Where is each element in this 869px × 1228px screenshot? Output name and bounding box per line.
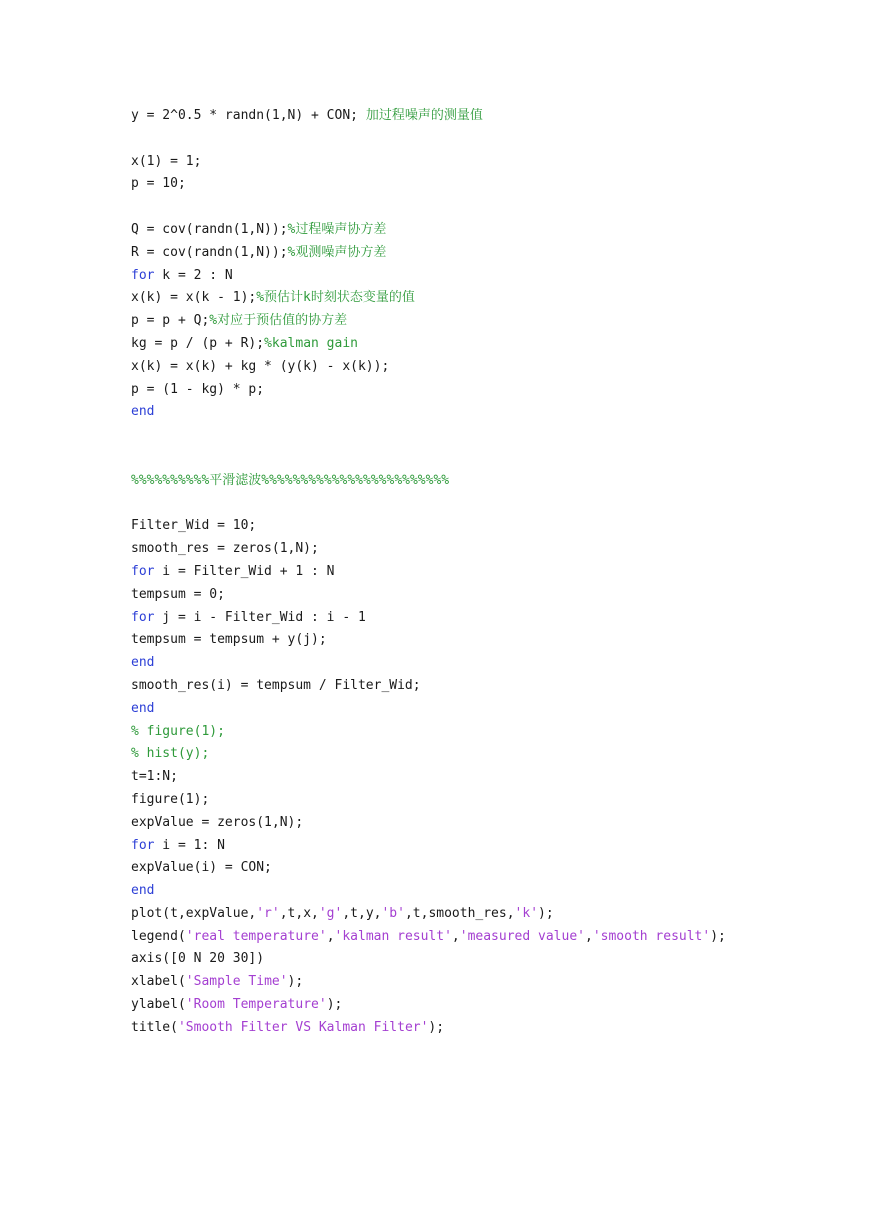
code-token: ); xyxy=(428,1019,445,1035)
code-line xyxy=(131,629,831,652)
code-token: ); xyxy=(326,997,343,1013)
code-token: expValue(i) = CON; xyxy=(131,860,272,876)
string-token: 'k' xyxy=(514,905,539,921)
code-token: kg = p / (p + R); xyxy=(131,335,265,351)
code-token: , xyxy=(326,928,335,944)
code-line xyxy=(131,538,831,561)
code-line xyxy=(131,379,831,402)
code-token: i = Filter_Wid + 1 : N xyxy=(154,563,335,579)
code-token: xlabel( xyxy=(131,974,186,990)
string-token: 'smooth result' xyxy=(592,928,711,944)
code-token: ); xyxy=(538,905,554,921)
code-token: j = i - Filter_Wid : i - 1 xyxy=(154,609,366,625)
code-token: tempsum = tempsum + y(j); xyxy=(131,632,327,648)
code-line xyxy=(131,857,831,880)
code-line xyxy=(131,721,831,744)
code-token: y = 2^0.5 * randn(1,N) + CON; xyxy=(131,108,366,123)
keyword-token: for xyxy=(131,267,155,283)
string-token: 'b' xyxy=(381,905,405,921)
code-line xyxy=(131,310,831,333)
code-line xyxy=(131,151,831,174)
code-token: p = 10; xyxy=(131,176,186,192)
code-line xyxy=(131,265,831,288)
code-token: plot(t,expValue, xyxy=(131,905,257,921)
string-token: 'g' xyxy=(318,905,343,921)
code-token: figure(1); xyxy=(131,791,210,807)
code-token: legend( xyxy=(131,928,186,944)
code-token: ylabel( xyxy=(131,997,186,1013)
code-line xyxy=(131,948,831,971)
code-token: p = (1 - kg) * p; xyxy=(131,381,265,397)
code-token: x(1) = 1; xyxy=(131,153,202,169)
code-listing xyxy=(131,105,831,1040)
code-token: smooth_res(i) = tempsum / Filter_Wid; xyxy=(131,677,421,693)
keyword-token: for xyxy=(131,837,155,853)
code-line xyxy=(131,971,831,994)
code-token: tempsum = 0; xyxy=(131,586,225,602)
code-token: ); xyxy=(710,928,726,944)
code-token: ); xyxy=(287,974,304,990)
string-token: 'real temperature' xyxy=(185,928,327,944)
code-line xyxy=(131,1017,831,1040)
comment-token: %预估计k时刻状态变量的值 xyxy=(256,290,415,306)
code-line xyxy=(131,401,831,424)
string-token: 'Room Temperature' xyxy=(185,997,327,1013)
code-token: i = 1: N xyxy=(154,837,225,853)
code-token: ,t,x, xyxy=(279,905,319,921)
code-line xyxy=(131,698,831,721)
string-token: 'r' xyxy=(256,905,280,921)
blank-line xyxy=(131,128,831,151)
code-line xyxy=(131,880,831,903)
code-line xyxy=(131,584,831,607)
comment-token: %%%%%%%%%%平滑滤波%%%%%%%%%%%%%%%%%%%%%%%% xyxy=(131,472,450,488)
comment-token: % figure(1); xyxy=(131,723,225,739)
keyword-token: end xyxy=(131,883,155,899)
code-line xyxy=(131,903,831,926)
code-line xyxy=(131,994,831,1017)
blank-line xyxy=(131,424,831,447)
code-token: ,t,smooth_res, xyxy=(404,905,515,921)
code-token: smooth_res = zeros(1,N); xyxy=(131,541,319,557)
comment-token: %观测噪声协方差 xyxy=(287,244,387,260)
code-token: , xyxy=(584,928,593,944)
code-token: p = p + Q; xyxy=(131,313,210,329)
code-line xyxy=(131,561,831,584)
string-token: 'measured value' xyxy=(459,928,585,944)
code-line xyxy=(131,766,831,789)
code-token: x(k) = x(k - 1); xyxy=(131,290,257,306)
keyword-token: end xyxy=(131,655,155,671)
code-line xyxy=(131,926,831,949)
string-token: 'Sample Time' xyxy=(185,974,288,990)
blank-line xyxy=(131,196,831,219)
keyword-token: for xyxy=(131,563,155,579)
code-line xyxy=(131,652,831,675)
code-line xyxy=(131,333,831,356)
code-line xyxy=(131,173,831,196)
keyword-token: for xyxy=(131,609,155,625)
blank-line xyxy=(131,493,831,516)
code-token: ,t,y, xyxy=(342,905,382,921)
code-token: R = cov(randn(1,N)); xyxy=(131,244,288,260)
code-line xyxy=(131,219,831,242)
code-token: Q = cov(randn(1,N)); xyxy=(131,221,288,237)
code-line xyxy=(131,105,831,128)
code-token: expValue = zeros(1,N); xyxy=(131,814,304,830)
code-line xyxy=(131,242,831,265)
code-line xyxy=(131,287,831,310)
comment-token: %kalman gain xyxy=(264,335,358,351)
keyword-token: end xyxy=(131,700,155,716)
code-token: , xyxy=(451,928,460,944)
code-line xyxy=(131,356,831,379)
code-line xyxy=(131,743,831,766)
code-token: x(k) = x(k) + kg * (y(k) - x(k)); xyxy=(131,358,390,374)
code-line xyxy=(131,470,831,493)
code-token: title( xyxy=(131,1019,178,1035)
code-line xyxy=(131,515,831,538)
code-line xyxy=(131,812,831,835)
keyword-token: end xyxy=(131,404,155,420)
string-token: 'kalman result' xyxy=(334,928,452,944)
blank-line xyxy=(131,447,831,470)
code-line xyxy=(131,675,831,698)
code-token: axis([0 N 20 30]) xyxy=(131,951,265,967)
code-line xyxy=(131,835,831,858)
code-token: k = 2 : N xyxy=(154,267,233,283)
comment-token: %过程噪声协方差 xyxy=(287,221,387,237)
code-token: t=1:N; xyxy=(131,769,178,785)
comment-token: %对应于预估值的协方差 xyxy=(209,313,348,329)
code-line xyxy=(131,789,831,812)
code-token: Filter_Wid = 10; xyxy=(131,518,257,534)
comment-token: 加过程噪声的测量值 xyxy=(365,108,483,123)
comment-token: % hist(y); xyxy=(131,746,210,762)
code-line xyxy=(131,607,831,630)
string-token: 'Smooth Filter VS Kalman Filter' xyxy=(177,1019,429,1035)
